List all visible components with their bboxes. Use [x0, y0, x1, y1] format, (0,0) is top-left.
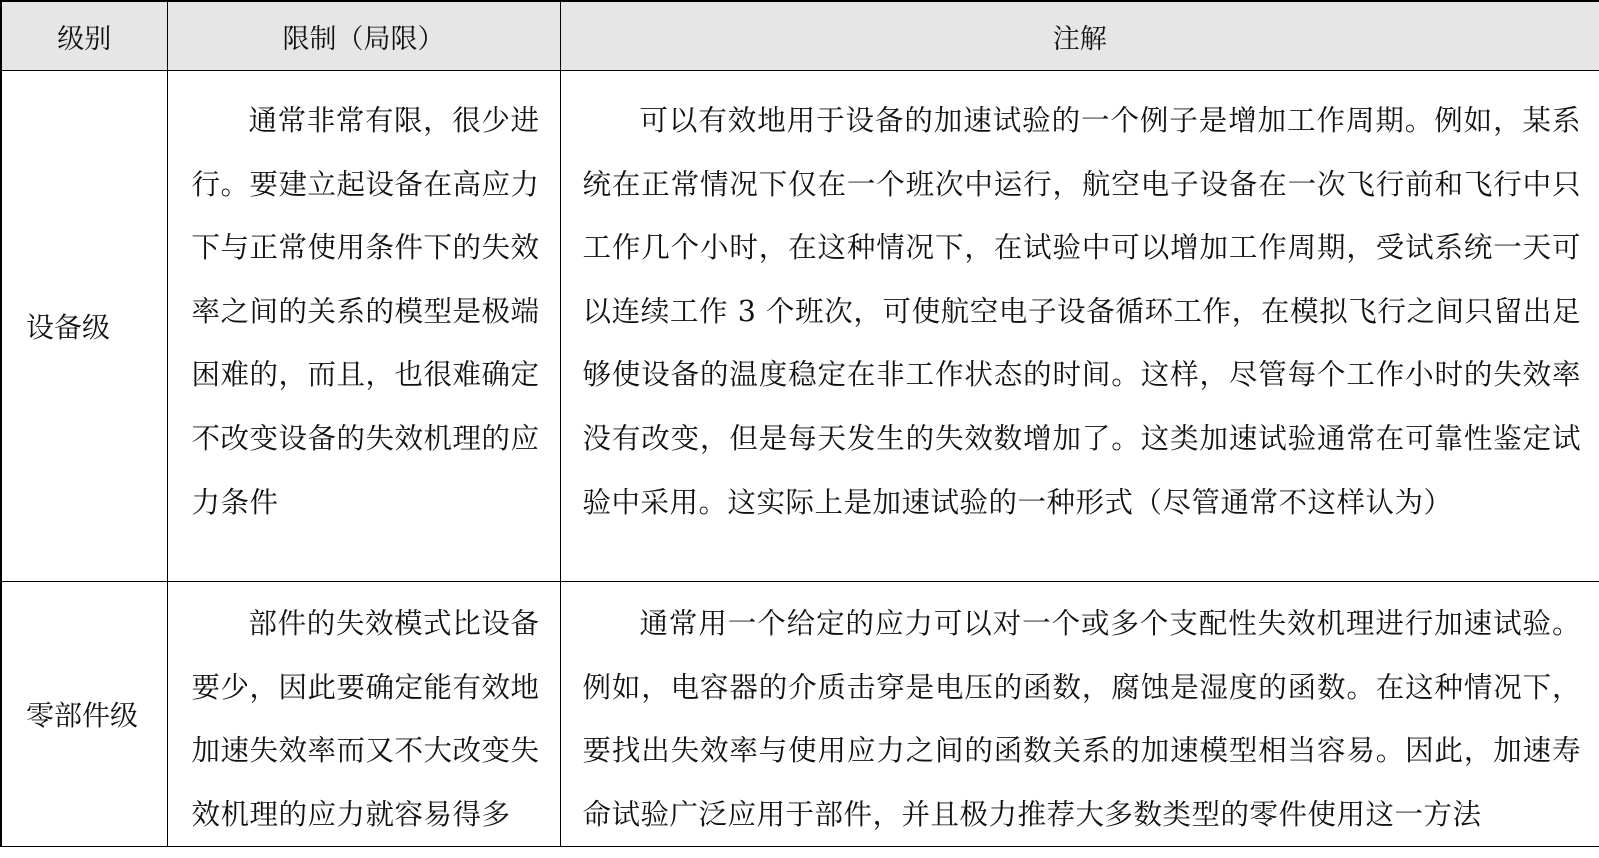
limitation-cell	[167, 71, 560, 582]
note-cell	[560, 71, 1599, 582]
limitation-cell	[167, 582, 560, 847]
header-note: 注解	[560, 1, 1599, 71]
level-cell	[1, 71, 167, 582]
level-label: 设备级	[26, 311, 111, 344]
limitation-text: 通常非常有限，很少进行。要建立起设备在高应力下与正常使用条件下的失效率之间的关系的模型是极端困难的，而且，也很难确定不改变设备的失效机理的应力条件	[191, 104, 540, 519]
level-cell	[1, 582, 167, 847]
header-limitation: 限制（局限）	[167, 1, 560, 71]
table-row	[1, 71, 1599, 582]
table-row	[1, 582, 1599, 847]
note-text: 可以有效地用于设备的加速试验的一个例子是增加工作周期。例如，某系统在正常情况下仅在一个班次中运行，航空电子设备在一次飞行前和飞行中只工作几个小时，在这种情况下，在试验中可以增加工作周期，受试系统一天可以连续工作 3 个班次，可使航空电子设备循环工作，在模拟飞行之间只留出足够使设备的温度稳定在非工作状态的时间。这样，尽管每个工作小时的失效率没有改变，但是每天发生的失效数增加了。这类加速试验通常在可靠性鉴定试验中采用。这实际上是加速试验的一种形式（尽管通常不这样认为）	[582, 104, 1581, 519]
header-level: 级别	[1, 1, 167, 71]
level-label: 零部件级	[26, 699, 139, 733]
limitation-text: 部件的失效模式比设备要少，因此要确定能有效地加速失效率而又不大改变失效机理的应力就容易得多	[191, 607, 540, 831]
note-text: 通常用一个给定的应力可以对一个或多个支配性失效机理进行加速试验。例如，电容器的介质击穿是电压的函数，腐蚀是湿度的函数。在这种情况下，要找出失效率与使用应力之间的函数关系的加速模型相当容易。因此，加速寿命试验广泛应用于部件，并且极力推荐大多数类型的零件使用这一方法	[582, 607, 1581, 831]
note-cell	[560, 582, 1599, 847]
table-header-row	[1, 1, 1599, 71]
